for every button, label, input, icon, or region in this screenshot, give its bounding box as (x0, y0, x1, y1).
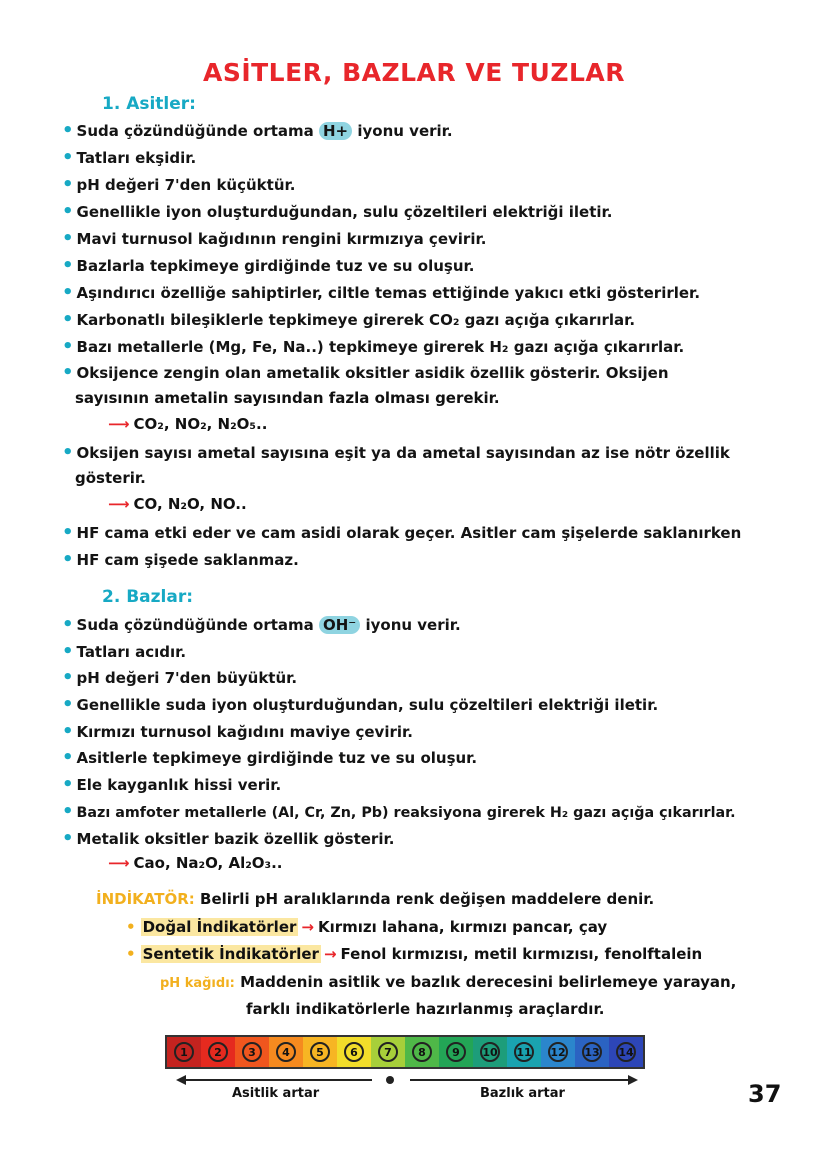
ph-scale-cell (337, 1037, 371, 1067)
ph-paper-definition-cont: farklı indikatörlerle hazırlanmış araçlardır. (246, 1000, 605, 1018)
acid-line-6: • Bazlarla tepkimeye girdiğinde tuz ve su oluşur. (62, 255, 475, 276)
ph-scale-cell (541, 1037, 575, 1067)
natural-indicators: • Doğal İndikatörler → Kırmızı lahana, kırmızı pancar, çay (126, 918, 608, 936)
ph-scale-cell (371, 1037, 405, 1067)
indicator-definition: İNDİKATÖR: Belirli pH aralıklarında renk değişen maddelere denir. (96, 890, 655, 908)
oh-minus-badge: OH⁻ (319, 616, 360, 634)
ph-scale-number: 2 (208, 1042, 228, 1062)
base-example-1: ⟶ Cao, Na₂O, Al₂O₃.. (108, 854, 283, 872)
acid-line-11-cont: gösterir. (75, 469, 146, 487)
section-heading-bases: 2. Bazlar: (102, 587, 194, 607)
ph-scale-number: 5 (310, 1042, 330, 1062)
ph-scale-cell (167, 1037, 201, 1067)
ph-scale-number: 9 (446, 1042, 466, 1062)
basicity-label: Bazlık artar (480, 1086, 565, 1101)
acid-example-2: ⟶ CO, N₂O, NO.. (108, 495, 247, 513)
acid-line-8: • Karbonatlı bileşiklerle tepkimeye girerek CO₂ gazı açığa çıkarırlar. (62, 309, 636, 330)
acid-line-7: • Aşındırıcı özelliğe sahiptirler, ciltle temas ettiğinde yakıcı etki gösterirler. (62, 282, 701, 303)
ph-scale-number: 7 (378, 1042, 398, 1062)
ph-scale-number: 3 (242, 1042, 262, 1062)
base-line-3: • pH değeri 7'den büyüktür. (62, 667, 298, 688)
acid-line-10-cont: sayısının ametalin sayısından fazla olması gerekir. (75, 389, 500, 407)
arrow-left-icon (176, 1075, 186, 1085)
arrow-right-icon (628, 1075, 638, 1085)
ph-scale-cell (609, 1037, 643, 1067)
synthetic-indicators: • Sentetik İndikatörler → Fenol kırmızısı, metil kırmızısı, fenolftalein (126, 945, 703, 963)
ph-scale-cell (303, 1037, 337, 1067)
acid-line-11: • Oksijen sayısı ametal sayısına eşit ya da ametal sayısından az ise nötr özellik (62, 442, 730, 463)
ph-scale-cell (405, 1037, 439, 1067)
acid-line-12: • HF cama etki eder ve cam asidi olarak geçer. Asitler cam şişelerde saklanırken (62, 522, 742, 543)
ph-scale-cell (473, 1037, 507, 1067)
neutral-dot-icon (386, 1076, 394, 1084)
page-title: ASİTLER, BAZLAR VE TUZLAR (202, 58, 626, 87)
ph-scale (165, 1035, 645, 1069)
acid-line-5: • Mavi turnusol kağıdının rengini kırmızıya çevirir. (62, 228, 487, 249)
ph-scale-cell (201, 1037, 235, 1067)
acid-line-9: • Bazı metallerle (Mg, Fe, Na..) tepkimeye girerek H₂ gazı açığa çıkarırlar. (62, 336, 685, 357)
acidity-label: Asitlik artar (232, 1086, 320, 1101)
acid-line-3: • pH değeri 7'den küçüktür. (62, 174, 296, 195)
acid-line-2: • Tatları ekşidir. (62, 147, 197, 168)
ph-scale-cell (439, 1037, 473, 1067)
h-plus-badge: H+ (319, 122, 352, 140)
base-line-8: • Bazı amfoter metallerle (Al, Cr, Zn, Pb) reaksiyona girerek H₂ gazı açığa çıkarırlar. (62, 801, 736, 822)
ph-scale-number: 4 (276, 1042, 296, 1062)
ph-scale-cell (235, 1037, 269, 1067)
ph-scale-number: 6 (344, 1042, 364, 1062)
section-heading-acids: 1. Asitler: (102, 94, 196, 114)
ph-scale-cell (507, 1037, 541, 1067)
page-number: 37 (748, 1080, 782, 1108)
ph-scale-number: 14 (616, 1042, 636, 1062)
ph-scale-number: 10 (480, 1042, 500, 1062)
acid-line-4: • Genellikle iyon oluşturduğundan, sulu çözeltileri elektriği iletir. (62, 201, 613, 222)
ph-scale-number: 12 (548, 1042, 568, 1062)
base-line-7: • Ele kayganlık hissi verir. (62, 774, 282, 795)
ph-scale-number: 1 (174, 1042, 194, 1062)
ph-paper-definition: pH kağıdı: Maddenin asitlik ve bazlık derecesini belirlemeye yarayan, (160, 973, 737, 991)
acid-line-10: • Oksijence zengin olan ametalik oksitler asidik özellik gösterir. Oksijen (62, 362, 669, 383)
ph-scale-cell (269, 1037, 303, 1067)
arrow-right-icon: ⟶ (108, 415, 130, 433)
acid-example-1: ⟶ CO₂, NO₂, N₂O₅.. (108, 415, 268, 433)
arrow-right-icon: ⟶ (108, 854, 130, 872)
ph-scale-number: 13 (582, 1042, 602, 1062)
ph-scale-number: 8 (412, 1042, 432, 1062)
base-line-1: • Suda çözündüğünde ortama OH⁻ iyonu verir. (62, 614, 461, 635)
acid-line-13: • HF cam şişede saklanmaz. (62, 549, 299, 570)
ph-scale-cell (575, 1037, 609, 1067)
acid-line-1: • Suda çözündüğünde ortama H+ iyonu verir. (62, 120, 453, 141)
base-line-4: • Genellikle suda iyon oluşturduğundan, sulu çözeltileri elektriği iletir. (62, 694, 659, 715)
ph-scale-number: 11 (514, 1042, 534, 1062)
base-line-6: • Asitlerle tepkimeye girdiğinde tuz ve su oluşur. (62, 747, 478, 768)
base-line-5: • Kırmızı turnusol kağıdını maviye çevirir. (62, 721, 413, 742)
arrow-right-icon: ⟶ (108, 495, 130, 513)
base-line-2: • Tatları acıdır. (62, 641, 187, 662)
base-line-9: • Metalik oksitler bazik özellik gösterir. (62, 828, 395, 849)
